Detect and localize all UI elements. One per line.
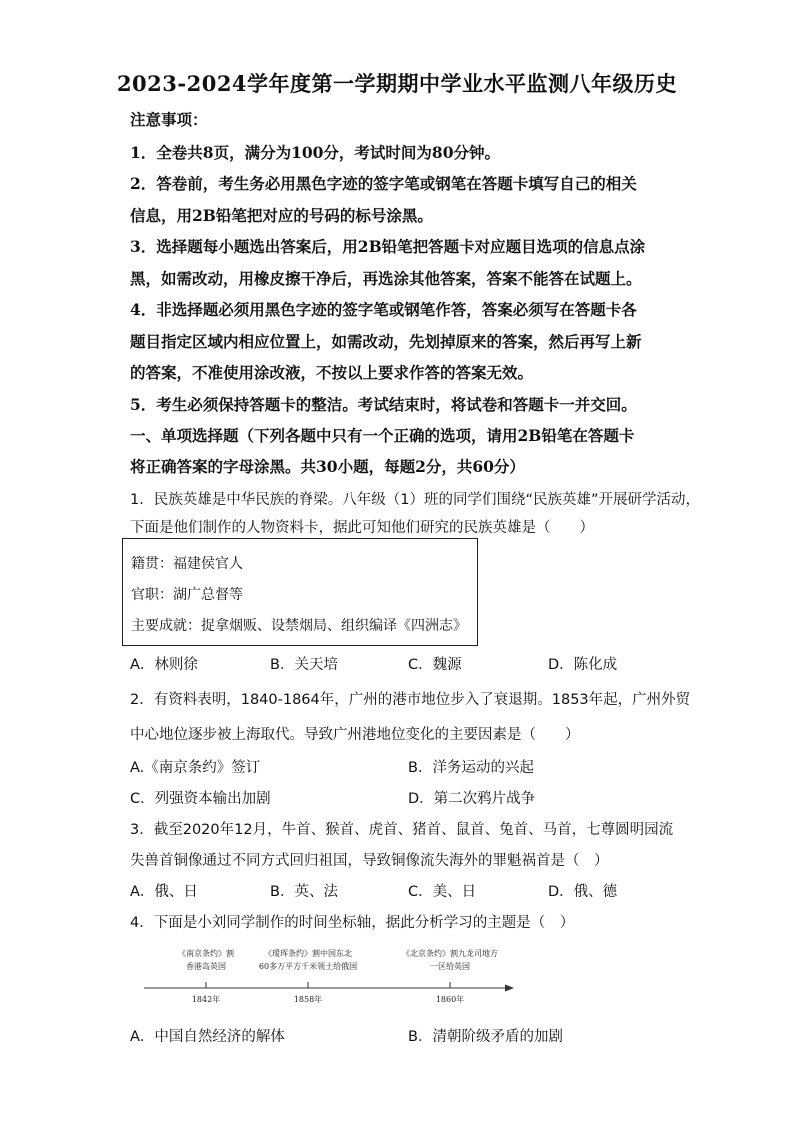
card-row-achievements: 主要成就：捉拿烟贩、设禁烟局、组织编译《四洲志》 bbox=[131, 618, 467, 634]
question-1-option-d: D．陈化成 bbox=[548, 657, 618, 673]
question-1-stem-cont: 下面是他们制作的人物资料卡，据此可知他们研究的民族英雄是（ ） bbox=[130, 520, 594, 536]
question-3-option-d: D．俄、德 bbox=[548, 884, 618, 900]
notice-line: 题目指定区域内相应位置上，如需改动，先划掉原来的答案，然后再写上新 bbox=[130, 332, 642, 351]
timeline-arrow-icon bbox=[505, 985, 514, 992]
event-1-label: 《南京条约》割 bbox=[178, 949, 234, 958]
question-3-stem: 3．截至2020年12月，牛首、猴首、虎首、猪首、鼠首、兔首、马首，七尊圆明园流 bbox=[130, 822, 674, 838]
question-1-option-a: A．林则徐 bbox=[130, 657, 198, 673]
question-2-option-b: B．洋务运动的兴起 bbox=[408, 760, 534, 776]
event-3-label: 《北京条约》割九龙司地方 bbox=[402, 949, 498, 958]
notice-line: 2．答卷前，考生务必用黑色字迹的签字笔或钢笔在答题卡填写自己的相关 bbox=[130, 174, 637, 193]
notice-line: 5．考生必须保持答题卡的整洁。考试结束时，将试卷和答题卡一并交回。 bbox=[130, 395, 637, 414]
question-2-option-a: A.《南京条约》签订 bbox=[130, 760, 261, 776]
question-4-option-a: A．中国自然经济的解体 bbox=[130, 1029, 285, 1045]
question-3-option-b: B．英、法 bbox=[270, 884, 338, 900]
section-heading: 一、单项选择题（下列各题中只有一个正确的选项，请用2B铅笔在答题卡 bbox=[130, 426, 635, 445]
card-row-hometown: 籍贯：福建侯官人 bbox=[131, 556, 243, 572]
notice-line: 黑，如需改动，用橡皮擦干净后，再选涂其他答案，答案不能答在试题上。 bbox=[130, 269, 642, 288]
notice-heading: 注意事项： bbox=[130, 110, 208, 129]
event-3-label-cont: 一区给英国 bbox=[430, 962, 470, 971]
year-1858: 1858年 bbox=[293, 995, 323, 1004]
year-1842: 1842年 bbox=[191, 995, 221, 1004]
exam-title: 2023-2024学年度第一学期期中学业水平监测八年级历史 bbox=[116, 71, 678, 96]
event-2-label: 《瑷珲条约》割中国东北 bbox=[264, 949, 352, 958]
question-1-option-c: C．魏源 bbox=[408, 657, 462, 673]
question-3-option-c: C．美、日 bbox=[408, 884, 477, 900]
question-2-option-d: D．第二次鸦片战争 bbox=[408, 791, 536, 807]
notice-line: 4．非选择题必须用黑色字迹的签字笔或钢笔作答，答案必须写在答题卡各 bbox=[130, 300, 637, 319]
question-3-stem-cont: 失兽首铜像通过不同方式回归祖国，导致铜像流失海外的罪魁祸首是（ ） bbox=[130, 853, 609, 869]
notice-line: 3．选择题每小题选出答案后，用2B铅笔把答题卡对应题目选项的信息点涂 bbox=[130, 237, 646, 256]
question-1-option-b: B．关天培 bbox=[270, 657, 338, 673]
person-info-card bbox=[122, 538, 478, 646]
question-2-stem: 2．有资料表明，1840-1864年，广州的港市地位步入了衰退期。1853年起，广州外贸 bbox=[130, 692, 691, 708]
question-2-stem-cont: 中心地位逐步被上海取代。导致广州港地位变化的主要因素是（ ） bbox=[130, 727, 580, 743]
notice-line: 信息，用2B铅笔把对应的号码的标号涂黑。 bbox=[130, 206, 433, 225]
question-4-option-b: B．清朝阶级矛盾的加剧 bbox=[408, 1029, 563, 1045]
question-3-option-a: A．俄、日 bbox=[130, 884, 198, 900]
card-row-position: 官职：湖广总督等 bbox=[131, 587, 243, 603]
section-heading-cont: 将正确答案的字母涂黑。共30小题，每题2分，共60分） bbox=[130, 457, 525, 476]
question-2-option-c: C．列强资本输出加剧 bbox=[130, 791, 271, 807]
event-2-label-cont: 60多万平方千米领土给俄国 bbox=[258, 962, 358, 971]
question-1-stem: 1．民族英雄是中华民族的脊梁。八年级（1）班的同学们围绕“民族英雄”开展研学活动， bbox=[130, 492, 700, 508]
question-4-stem: 4．下面是小刘同学制作的时间坐标轴，据此分析学习的主题是（ ） bbox=[130, 915, 575, 931]
year-1860: 1860年 bbox=[435, 995, 465, 1004]
notice-line: 的答案，不准使用涂改液，不按以上要求作答的答案无效。 bbox=[130, 363, 534, 382]
notice-line: 1．全卷共8页，满分为100分，考试时间为80分钟。 bbox=[130, 143, 500, 162]
timeline-diagram bbox=[140, 944, 520, 1008]
event-1-label-cont: 香港岛英国 bbox=[186, 962, 226, 971]
